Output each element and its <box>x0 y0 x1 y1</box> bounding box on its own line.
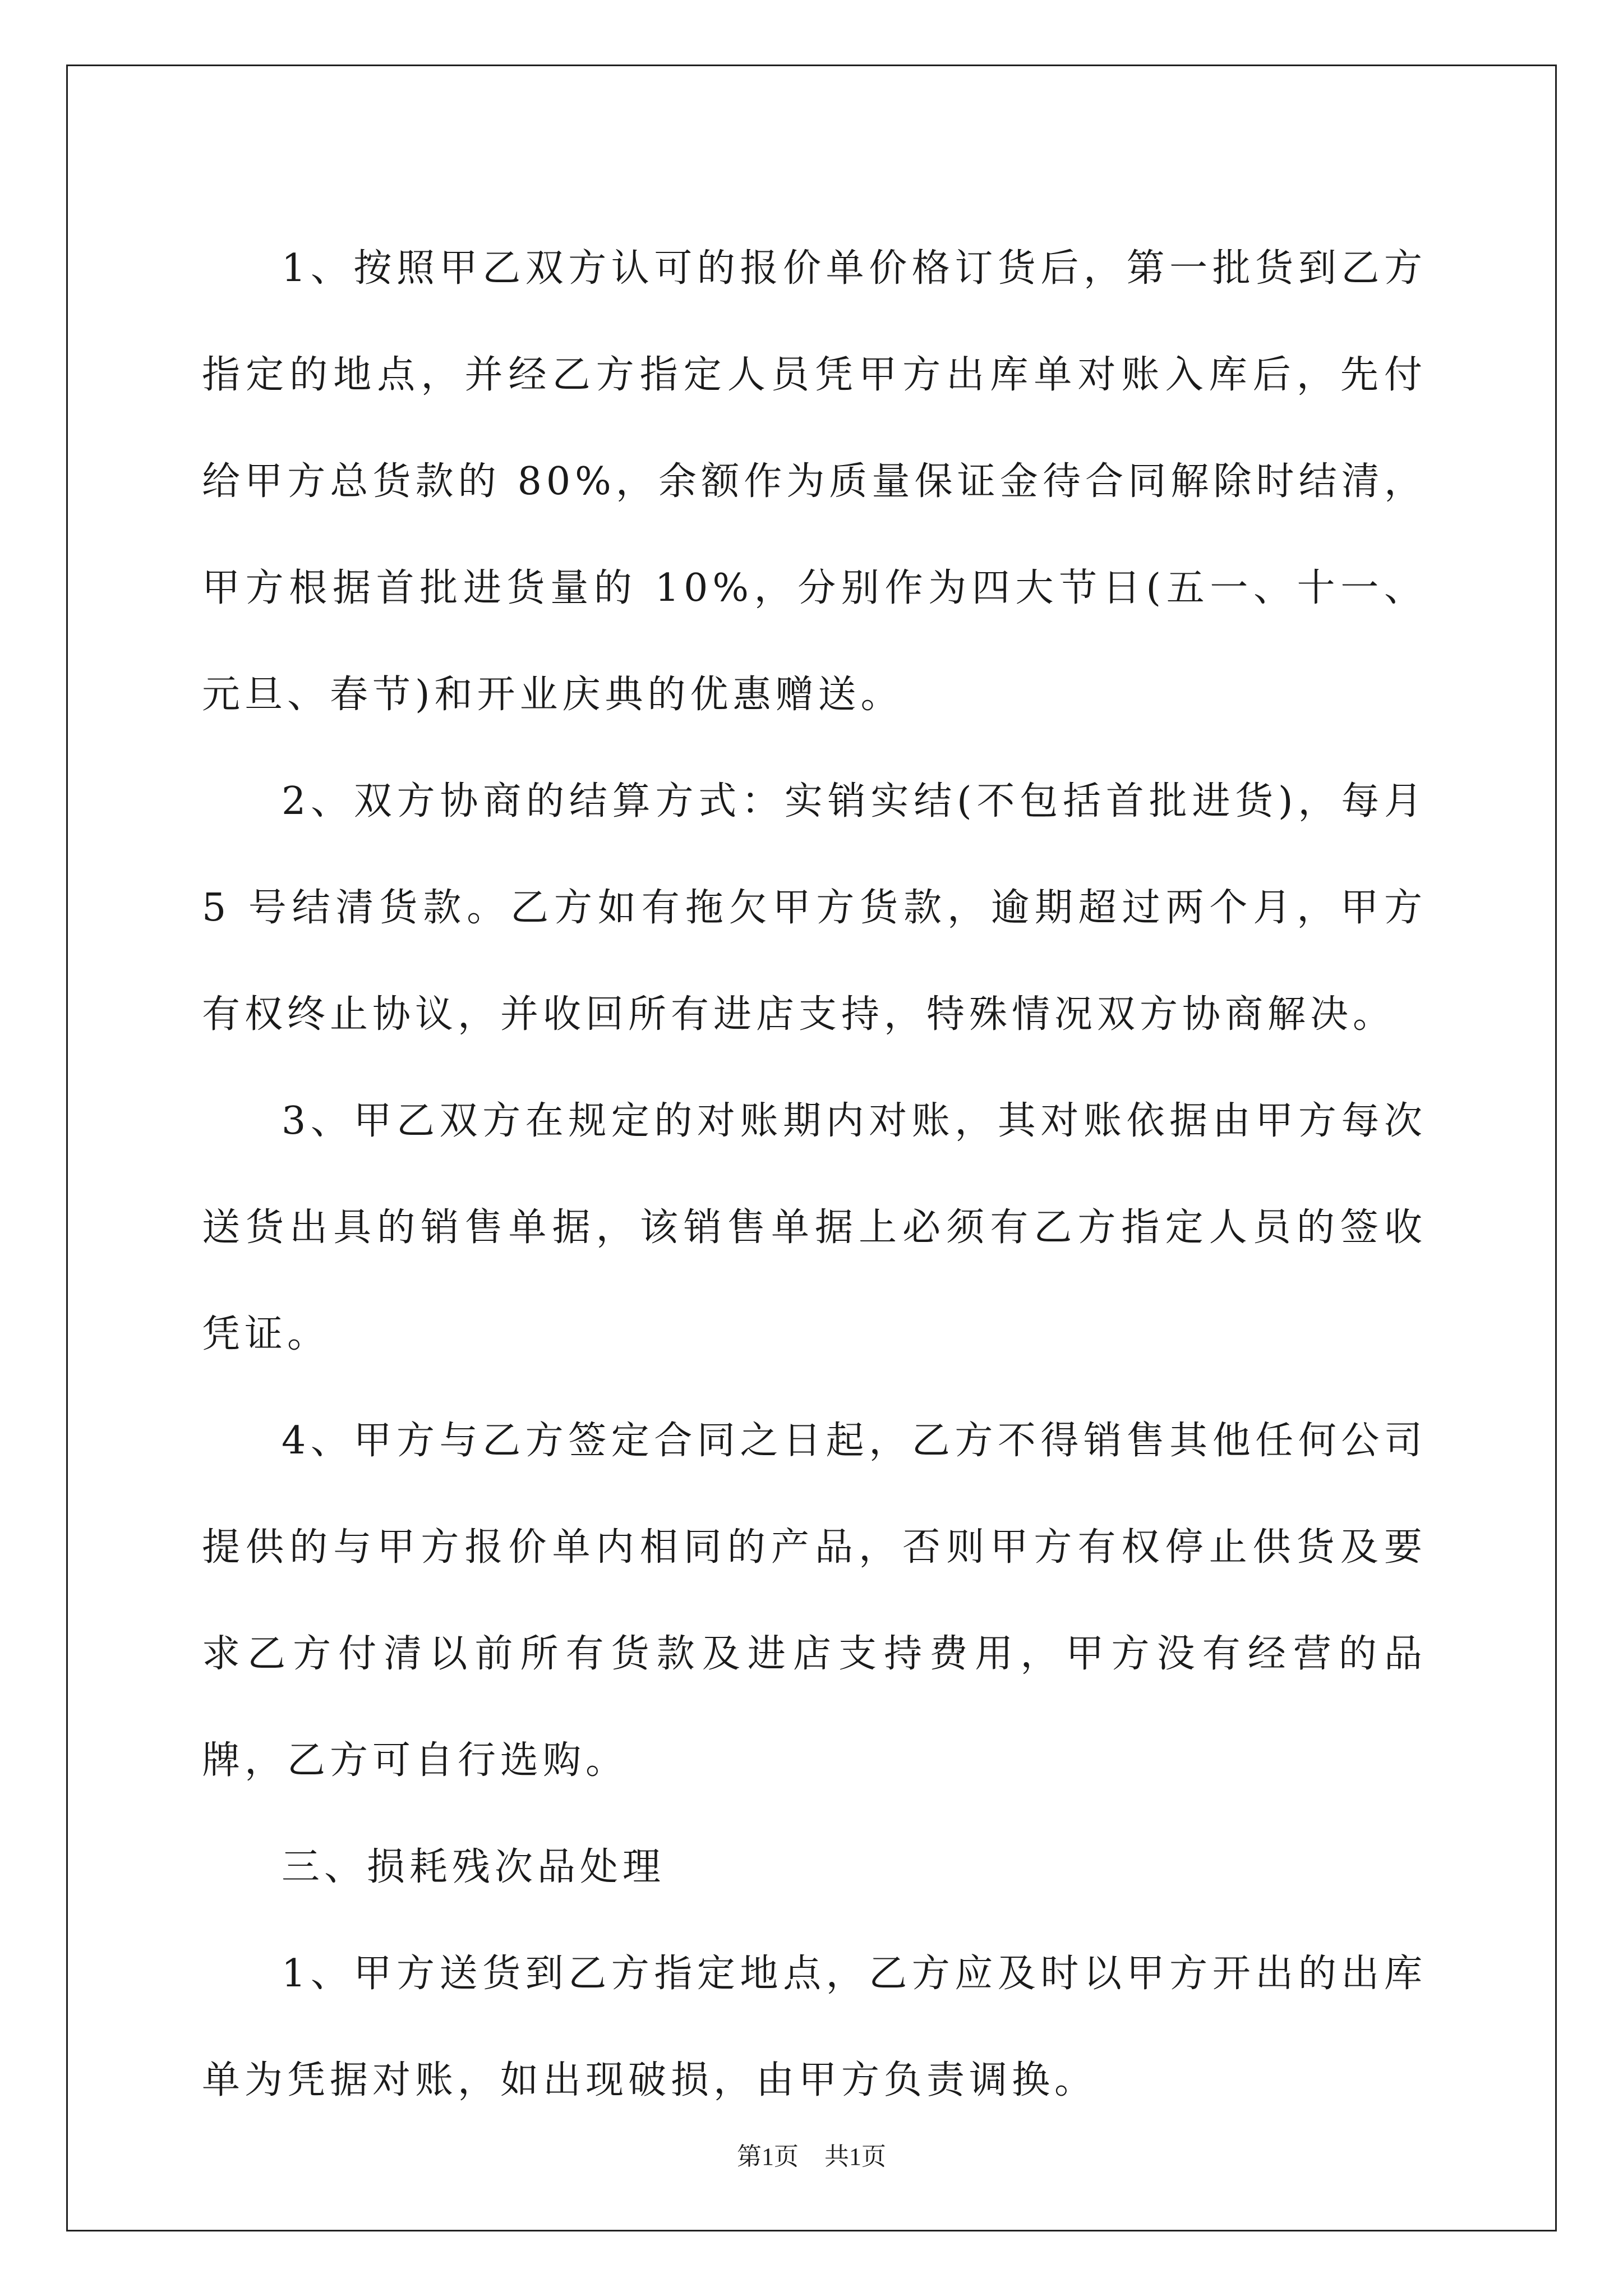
page-total: 共1页 <box>824 2143 886 2170</box>
paragraph-damage-exchange: 1、甲方送货到乙方指定地点，乙方应及时以甲方开出的出库单为凭据对账，如出现破损，由甲方负责调换。 <box>202 1952 1427 2102</box>
document-body <box>202 215 1444 2134</box>
paragraph-exclusivity: 4、甲方与乙方签定合同之日起，乙方不得销售其他任何公司提供的与甲方报价单内相同的产品，否则甲方有权停止供货及要求乙方付清以前所有货款及进店支持费用，甲方没有经营的品牌，乙方可自行选购。 <box>202 1419 1427 1783</box>
page-number: 第1页 <box>737 2143 799 2170</box>
section-heading-damaged-goods: 三、损耗残次品处理 <box>282 1845 666 1889</box>
page-footer <box>0 2136 1623 2172</box>
paragraph-reconciliation: 3、甲乙双方在规定的对账期内对账，其对账依据由甲方每次送货出具的销售单据，该销售单据上必须有乙方指定人员的签收凭证。 <box>202 1099 1427 1356</box>
paragraph-settlement-method: 2、双方协商的结算方式：实销实结(不包括首批进货)，每月 5 号结清货款。乙方如有拖欠甲方货款，逾期超过两个月，甲方有权终止协议，并收回所有进店支持，特殊情况双方协商解决。 <box>202 779 1444 1037</box>
paragraph-payment-terms: 1、按照甲乙双方认可的报价单价格订货后，第一批货到乙方指定的地点，并经乙方指定人员凭甲方出库单对账入库后，先付给甲方总货款的 80%，余额作为质量保证金待合同解除时结清，甲方根据首批进货量的 10%，分别作为四大节日(五一、十一、元旦、春节)和开业庆典的优惠赠送。 <box>202 246 1427 717</box>
